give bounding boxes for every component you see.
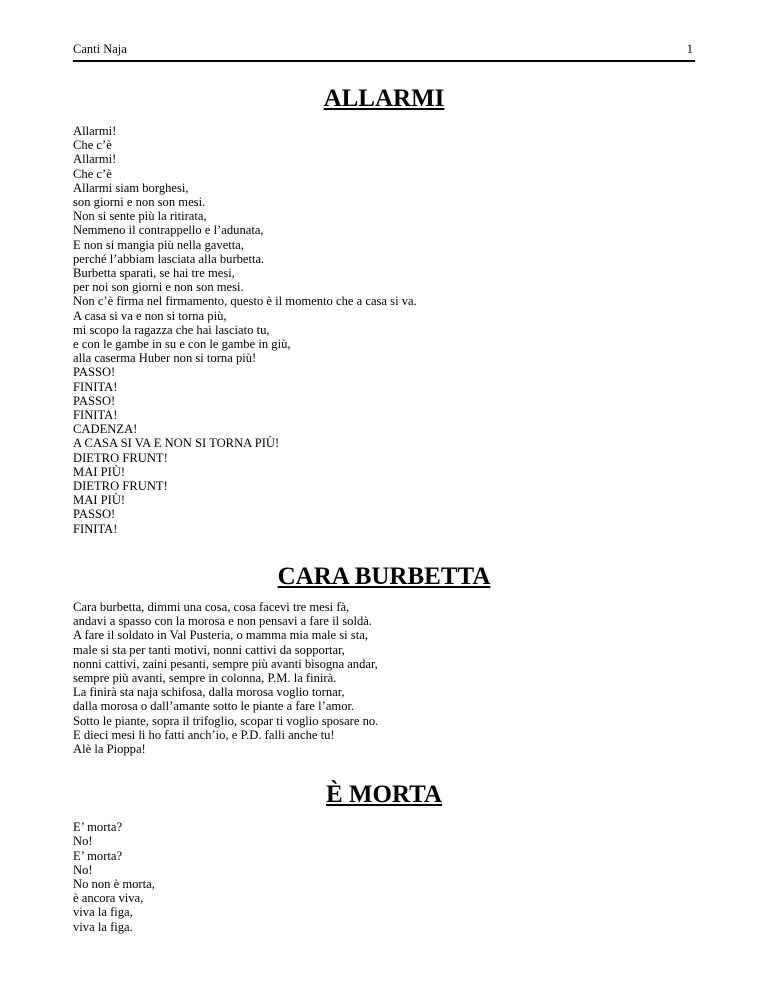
lyric-line: A fare il soldato in Val Pusteria, o mamma mia male si sta, bbox=[73, 628, 368, 643]
song-title-cara-burbetta: CARA BURBETTA bbox=[277, 562, 491, 590]
page-header bbox=[73, 42, 695, 62]
lyric-line: Nemmeno il contrappello e l’adunata, bbox=[73, 223, 264, 238]
lyric-line: FINITA! bbox=[73, 408, 118, 423]
lyric-line: dalla morosa o dall’amante sotto le piante a fare l’amor. bbox=[73, 699, 355, 714]
lyric-line: No! bbox=[73, 834, 93, 849]
document-body bbox=[73, 80, 695, 934]
lyric-line: PASSO! bbox=[73, 393, 116, 408]
lyric-line: DIETRO FRUNT! bbox=[73, 450, 168, 465]
lyric-line: A CASA SI VA E NON SI TORNA PIÙ! bbox=[73, 436, 280, 451]
lyric-line: e con le gambe in su e con le gambe in giù, bbox=[73, 337, 291, 352]
lyric-line: PASSO! bbox=[73, 507, 116, 522]
song-lyrics-e-morta bbox=[73, 820, 695, 934]
lyric-line: viva la figa. bbox=[73, 919, 133, 934]
lyric-line: E’ morta? bbox=[73, 820, 123, 835]
lyric-line: La finirà sta naja schifosa, dalla morosa voglio tornar, bbox=[73, 685, 345, 700]
song-lyrics-cara-burbetta bbox=[73, 600, 695, 756]
lyric-line: male si sta per tanti motivi, nonni cattivi da sopportar, bbox=[73, 642, 345, 657]
header-title: Canti Naja bbox=[73, 42, 127, 56]
lyric-line: Alè la Pioppa! bbox=[73, 741, 146, 756]
lyric-line: Burbetta sparati, se hai tre mesi, bbox=[73, 266, 235, 281]
lyric-line: E dieci mesi li ho fatti anch’io, e P.D. falli anche tu! bbox=[73, 727, 335, 742]
lyric-line: FINITA! bbox=[73, 521, 118, 536]
lyric-line: CADENZA! bbox=[73, 422, 138, 437]
lyric-line: MAI PIÙ! bbox=[73, 464, 126, 479]
lyric-line: No non è morta, bbox=[73, 876, 155, 891]
song-title-allarmi: ALLARMI bbox=[323, 85, 445, 112]
lyric-line: A casa si va e non si torna più, bbox=[73, 308, 227, 323]
lyric-line: PASSO! bbox=[73, 365, 116, 380]
lyric-line: Allarmi! bbox=[73, 124, 117, 138]
lyric-line: perché l’abbiam lasciata alla burbetta. bbox=[73, 251, 265, 266]
lyric-line: Che c’è bbox=[73, 138, 112, 153]
lyric-line: son giorni e non son mesi. bbox=[73, 195, 206, 210]
lyric-line: E non si mangia più nella gavetta, bbox=[73, 237, 245, 252]
lyric-line: viva la figa, bbox=[73, 905, 133, 920]
lyric-line: Non c’è firma nel firmamento, questo è il momento che a casa si va. bbox=[73, 294, 417, 309]
lyric-line: nonni cattivi, zaini pesanti, sempre più avanti bisogna andar, bbox=[73, 656, 378, 671]
lyric-line: sempre più avanti, sempre in colonna, P.M. la finirà. bbox=[73, 670, 337, 685]
lyric-line: Cara burbetta, dimmi una cosa, cosa facevi tre mesi fà, bbox=[73, 599, 350, 614]
song-lyrics-allarmi bbox=[73, 124, 695, 536]
page-number: 1 bbox=[686, 42, 693, 56]
lyric-line: DIETRO FRUNT! bbox=[73, 479, 168, 494]
song-title-e-morta: È MORTA bbox=[325, 781, 442, 809]
lyric-line: Che c’è bbox=[73, 166, 112, 181]
lyric-line: MAI PIÙ! bbox=[73, 493, 126, 508]
lyric-line: Allarmi siam borghesi, bbox=[73, 180, 189, 195]
lyric-line: E’ morta? bbox=[73, 848, 123, 863]
lyric-line: Sotto le piante, sopra il trifoglio, scopar ti voglio sposare no. bbox=[73, 713, 379, 728]
lyric-line: andavi a spasso con la morosa e non pensavi a fare il soldà. bbox=[73, 614, 373, 629]
lyric-line: No! bbox=[73, 862, 93, 877]
lyric-line: Non si sente più la ritirata, bbox=[73, 209, 207, 224]
lyric-line: Allarmi! bbox=[73, 152, 117, 167]
lyric-line: per noi son giorni e non son mesi. bbox=[73, 280, 244, 295]
lyric-line: FINITA! bbox=[73, 379, 118, 394]
lyric-line: mi scopo la ragazza che hai lasciato tu, bbox=[73, 322, 270, 337]
lyric-line: alla caserma Huber non si torna più! bbox=[73, 351, 257, 366]
lyric-line: è ancora viva, bbox=[73, 891, 144, 906]
